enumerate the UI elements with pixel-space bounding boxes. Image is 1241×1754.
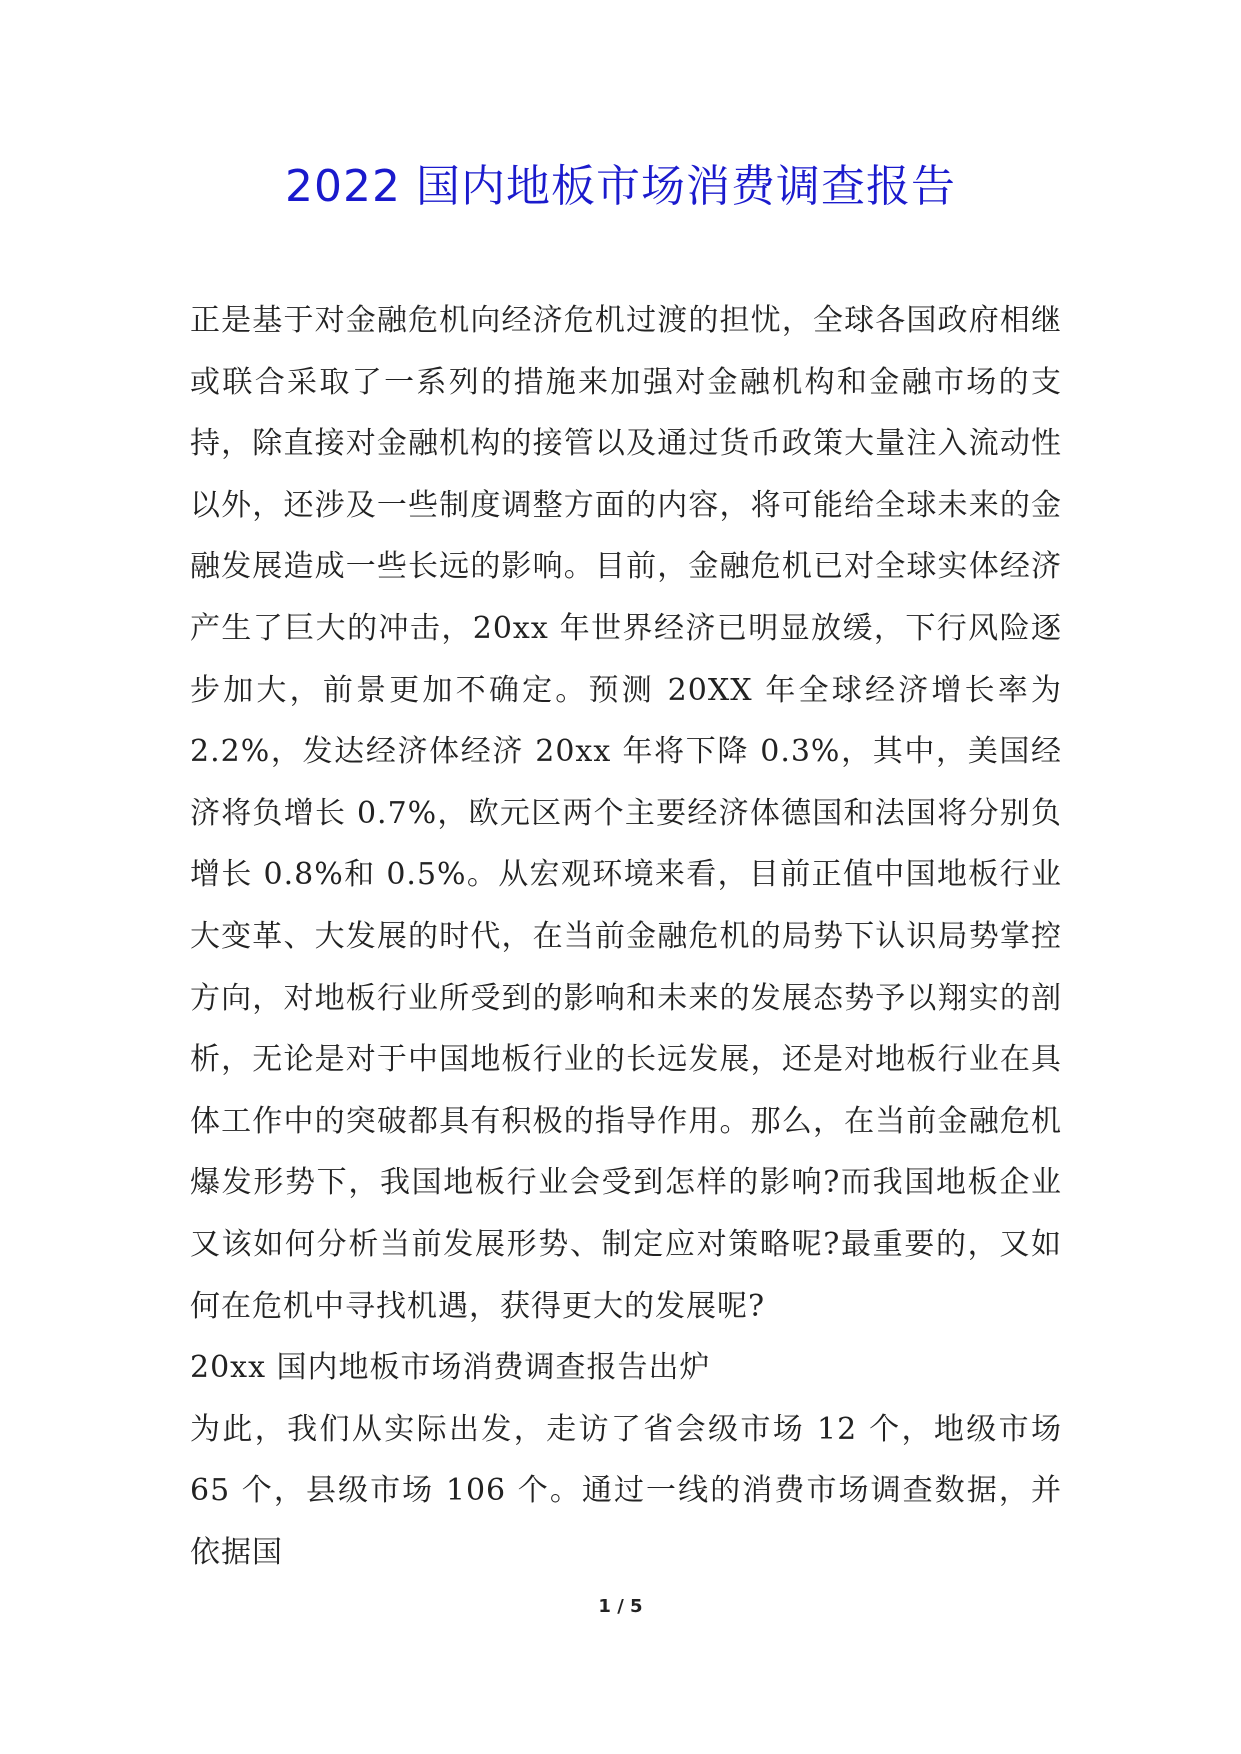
document-body: [190, 290, 1062, 1583]
paragraph-heading: 20xx 国内地板市场消费调查报告出炉: [190, 1350, 711, 1386]
paragraph-survey: 为此，我们从实际出发，走访了省会级市场 12 个，地级市场 65 个，县级市场 106 个。通过一线的消费市场调查数据，并依据国: [190, 1411, 1062, 1570]
page-number: 1 / 5: [598, 1596, 643, 1617]
document-title: 2022 国内地板市场消费调查报告: [285, 161, 956, 212]
paragraph-intro: 正是基于对金融危机向经济危机过渡的担忧，全球各国政府相继或联合采取了一系列的措施来加强对金融机构和金融市场的支持，除直接对金融机构的接管以及通过货币政策大量注入流动性以外，还涉及一些制度调整方面的内容，将可能给全球未来的金融发展造成一些长远的影响。目前，金融危机已对全球实体经济产生了巨大的冲击，20xx 年世界经济已明显放缓，下行风险逐步加大，前景更加不确定。预测 20XX 年全球经济增长率为 2.2%，发达经济体经济 20xx 年将下降 0.3%，其中，美国经济将负增长 0.7%，欧元区两个主要经济体德国和法国将分别负增长 0.8%和 0.5%。从宏观环境来看，目前正值中国地板行业大变革、大发展的时代，在当前金融危机的局势下认识局势掌控方向，对地板行业所受到的影响和未来的发展态势予以翔实的剖析，无论是对于中国地板行业的长远发展，还是对地板行业在具体工作中的突破都具有积极的指导作用。那么，在当前金融危机爆发形势下，我国地板行业会受到怎样的影响?而我国地板企业又该如何分析当前发展形势、制定应对策略呢?最重要的，又如何在危机中寻找机遇，获得更大的发展呢?: [190, 303, 1062, 1324]
